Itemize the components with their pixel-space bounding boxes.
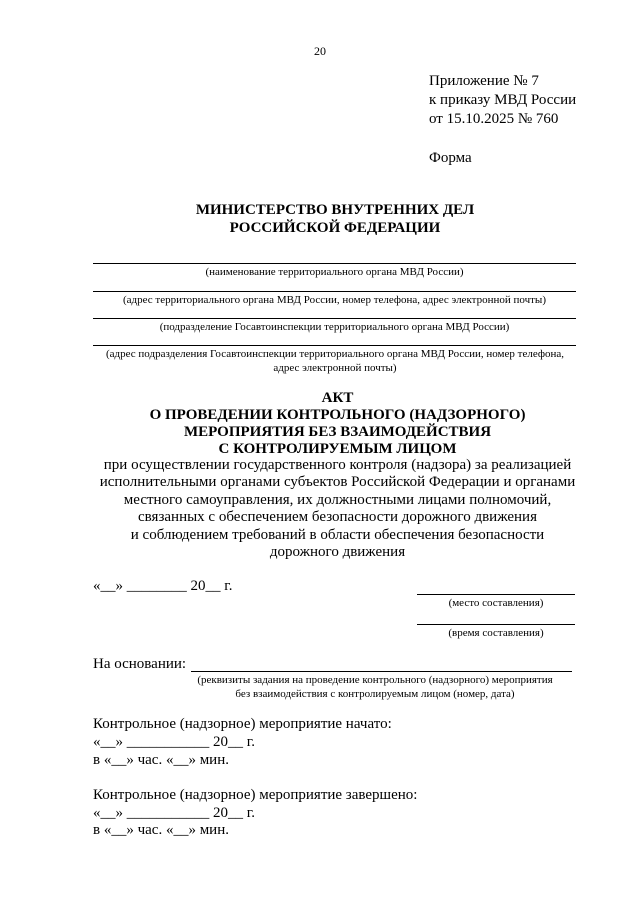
act-subtitle-line: С КОНТРОЛИРУЕМЫМ ЛИЦОМ [218,441,457,457]
act-description-line: и соблюдением требований в области обеспечения безопасности [130,526,545,543]
fill-line-basis [191,671,572,672]
caption-gai-division: (подразделение Госавтоинспекции территориального органа МВД России) [159,321,510,333]
act-title: АКТ [321,390,354,406]
fill-line-time [417,624,575,625]
ministry-heading [150,201,520,237]
act-description [85,457,590,561]
started-time: в «__» час. «__» мин. [93,752,229,768]
act-subtitle-line: МЕРОПРИЯТИЯ БЕЗ ВЗАИМОДЕЙСТВИЯ [183,424,492,440]
started-date: «__» ___________ 20__ г. [93,734,255,750]
caption-gai-address: (адрес подразделения Госавтоинспекции территориального органа МВД России, номер телефона, адрес электронной почты) [105,348,564,374]
fill-line-place [417,594,575,595]
caption-basis-line: (реквизиты задания на проведение контрольного (надзорного) мероприятия [197,674,553,686]
basis-label: На основании: [93,656,187,672]
act-description-line: местного самоуправления, их должностными лицами полномочий, [123,491,552,508]
act-title-block [100,390,575,458]
fill-line-territorial-name [93,263,576,264]
ministry-line: РОССИЙСКОЙ ФЕДЕРАЦИИ [229,220,441,236]
appendix-line: к приказу МВД России [429,92,577,108]
started-label: Контрольное (надзорное) мероприятие начато: [93,716,392,732]
fill-line-territorial-address [93,291,576,292]
act-subtitle-line: О ПРОВЕДЕНИИ КОНТРОЛЬНОГО (НАДЗОРНОГО) [149,407,526,423]
finished-label: Контрольное (надзорное) мероприятие завершено: [93,787,418,803]
caption-time: (время составления) [448,627,544,639]
appendix-line: Приложение № 7 [429,73,539,89]
fill-line-gai-address [93,345,576,346]
act-description-line: при осуществлении государственного контроля (надзора) за реализацией [103,457,572,473]
page-number: 20 [314,44,326,58]
act-description-line: исполнительными органами субъектов Российской Федерации и органами [99,474,576,491]
act-description-line: связанных с обеспечением безопасности дорожного движения [138,509,537,526]
ministry-line: МИНИСТЕРСТВО ВНУТРЕННИХ ДЕЛ [195,202,475,218]
act-description-line: дорожного движения [269,544,406,561]
act-date-line: «__» ________ 20__ г. [93,578,233,594]
appendix-line: от 15.10.2025 № 760 [429,111,559,127]
form-label: Форма [429,150,472,166]
finished-time: в «__» час. «__» мин. [93,822,229,838]
fill-line-gai-division [93,318,576,319]
caption-basis [170,673,580,701]
caption-place: (место составления) [448,597,544,609]
appendix-block [429,72,629,129]
caption-territorial-name: (наименование территориального органа МВД России) [205,266,464,278]
finished-date: «__» ___________ 20__ г. [93,805,255,821]
caption-basis-line: без взаимодействия с контролируемым лицом (номер, дата) [235,688,515,700]
caption-territorial-address: (адрес территориального органа МВД России, номер телефона, адрес электронной почты) [122,294,546,306]
